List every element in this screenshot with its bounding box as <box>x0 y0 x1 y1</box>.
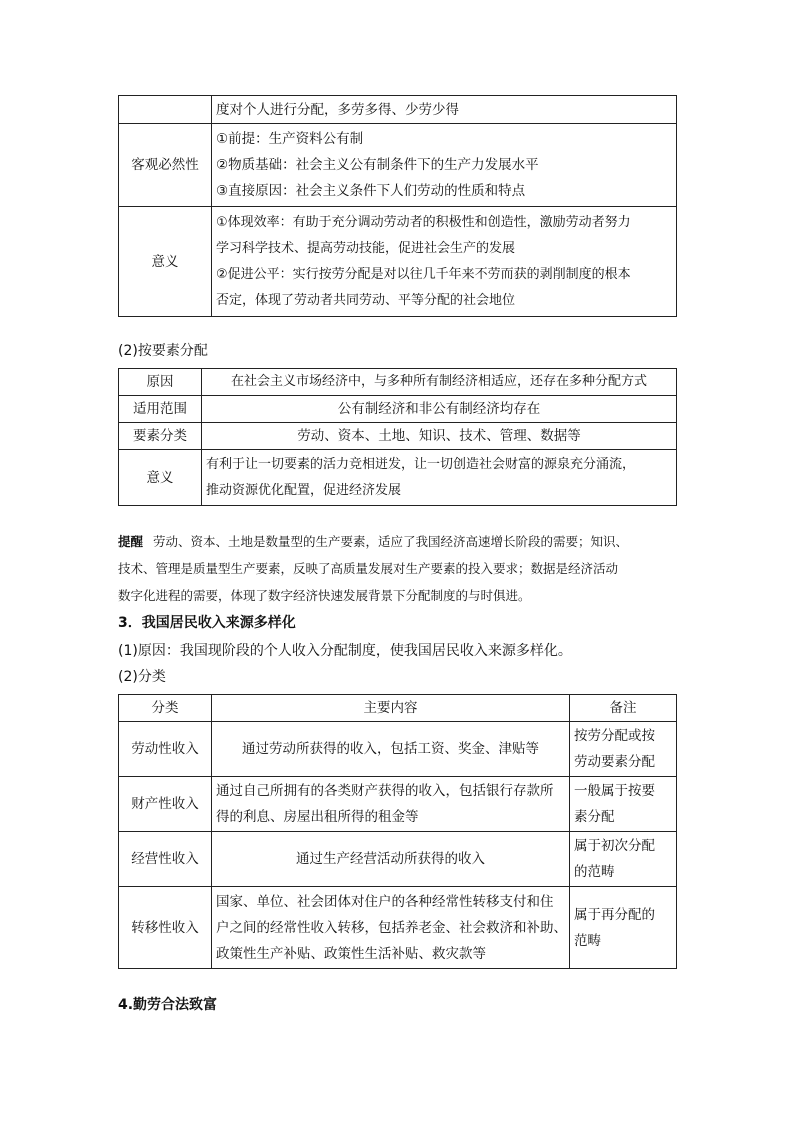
paragraph: (1)原因：我国现阶段的个人收入分配制度，使我国居民收入来源多样化。 <box>118 643 572 659</box>
row-content <box>202 423 677 450</box>
table-row <box>119 207 677 317</box>
column-header: 分类 <box>119 695 212 722</box>
section-heading: (2)按要素分配 <box>118 343 208 359</box>
content-line: 公有制经济和非公有制经济均存在 <box>337 401 541 417</box>
distribution-by-work-table <box>118 95 677 317</box>
content-line: 推动资源优化配置，促进经济发展 <box>206 482 402 498</box>
row-label: 适用范围 <box>119 396 202 423</box>
table-row <box>119 722 677 777</box>
content-line: ③直接原因：社会主义条件下人们劳动的性质和特点 <box>216 183 526 199</box>
note-cell: 属于初次分配 的范畴 <box>570 832 677 887</box>
row-content <box>212 96 677 124</box>
row-content <box>202 396 677 423</box>
note-cell: 属于再分配的 范畴 <box>570 887 677 969</box>
content-cell: 通过劳动所获得的收入，包括工资、奖金、津贴等 <box>212 722 570 777</box>
table-row <box>119 124 677 207</box>
column-header: 主要内容 <box>212 695 570 722</box>
table-row <box>119 369 677 396</box>
content-line: ①体现效率：有助于充分调动劳动者的积极性和创造性，激励劳动者努力 <box>216 214 631 230</box>
content-cell: 通过自己所拥有的各类财产获得的收入，包括银行存款所 得的利息、房屋出租所得的租金等 <box>212 777 570 832</box>
content-line: ②物质基础：社会主义公有制条件下的生产力发展水平 <box>216 157 539 173</box>
row-label <box>119 96 212 124</box>
table-row <box>119 396 677 423</box>
category-cell: 劳动性收入 <box>119 722 212 777</box>
category-cell: 财产性收入 <box>119 777 212 832</box>
row-content <box>212 124 677 207</box>
sub-heading: (2)分类 <box>118 669 166 685</box>
tip-line: 劳动、资本、土地是数量型的生产要素，适应了我国经济高速增长阶段的需要；知识、 <box>153 534 629 549</box>
table-row <box>119 450 677 506</box>
content-line: 在社会主义市场经济中，与多种所有制经济相适应，还存在多种分配方式 <box>230 374 647 389</box>
tip-label: 提醒 <box>118 534 144 549</box>
row-label: 客观必然性 <box>119 124 212 207</box>
row-label: 意义 <box>119 450 202 506</box>
tip-line: 技术、管理是质量型生产要素，反映了高质量发展对生产要素的投入要求；数据是经济活动 <box>118 561 619 576</box>
content-line: 学习科学技术、提高劳动技能，促进社会生产的发展 <box>216 240 516 256</box>
row-label: 原因 <box>119 369 202 396</box>
content-line: 否定，体现了劳动者共同劳动、平等分配的社会地位 <box>216 292 516 308</box>
table-row <box>119 777 677 832</box>
section-heading: 4.勤劳合法致富 <box>118 997 218 1013</box>
content-cell: 国家、单位、社会团体对住户的各种经常性转移支付和住 户之间的经常性收入转移，包括养老金、社会救济和补助、 政策性生产补贴、政策性生活补贴、救灾款等 <box>212 887 570 969</box>
section-heading: 3．我国居民收入来源多样化 <box>118 615 296 631</box>
income-sources-table <box>118 694 677 969</box>
content-line: 度对个人进行分配，多劳多得、少劳少得 <box>216 101 459 118</box>
category-cell: 转移性收入 <box>119 887 212 969</box>
table-row <box>119 96 677 124</box>
tip-line: 数字化进程的需要，体现了数字经济快速发展背景下分配制度的与时俱进。 <box>118 588 531 603</box>
table-header-row <box>119 695 677 722</box>
content-cell: 通过生产经营活动所获得的收入 <box>212 832 570 887</box>
content-line: 劳动、资本、土地、知识、技术、管理、数据等 <box>297 428 581 444</box>
category-cell: 经营性收入 <box>119 832 212 887</box>
table-row <box>119 423 677 450</box>
note-cell: 一般属于按要 素分配 <box>570 777 677 832</box>
tip-note <box>118 528 678 609</box>
note-cell: 按劳分配或按 劳动要素分配 <box>570 722 677 777</box>
table-row <box>119 887 677 969</box>
row-content <box>202 450 677 506</box>
table-row <box>119 832 677 887</box>
row-content <box>202 369 677 396</box>
content-line: 有利于让一切要素的活力竞相迸发，让一切创造社会财富的源泉充分涌流， <box>206 456 636 472</box>
distribution-by-factor-table <box>118 368 677 506</box>
row-label: 要素分类 <box>119 423 202 450</box>
content-line: ①前提：生产资料公有制 <box>216 131 364 147</box>
row-content <box>212 207 677 317</box>
column-header: 备注 <box>570 695 677 722</box>
content-line: ②促进公平：实行按劳分配是对以往几千年来不劳而获的剥削制度的根本 <box>216 266 631 282</box>
row-label: 意义 <box>119 207 212 317</box>
